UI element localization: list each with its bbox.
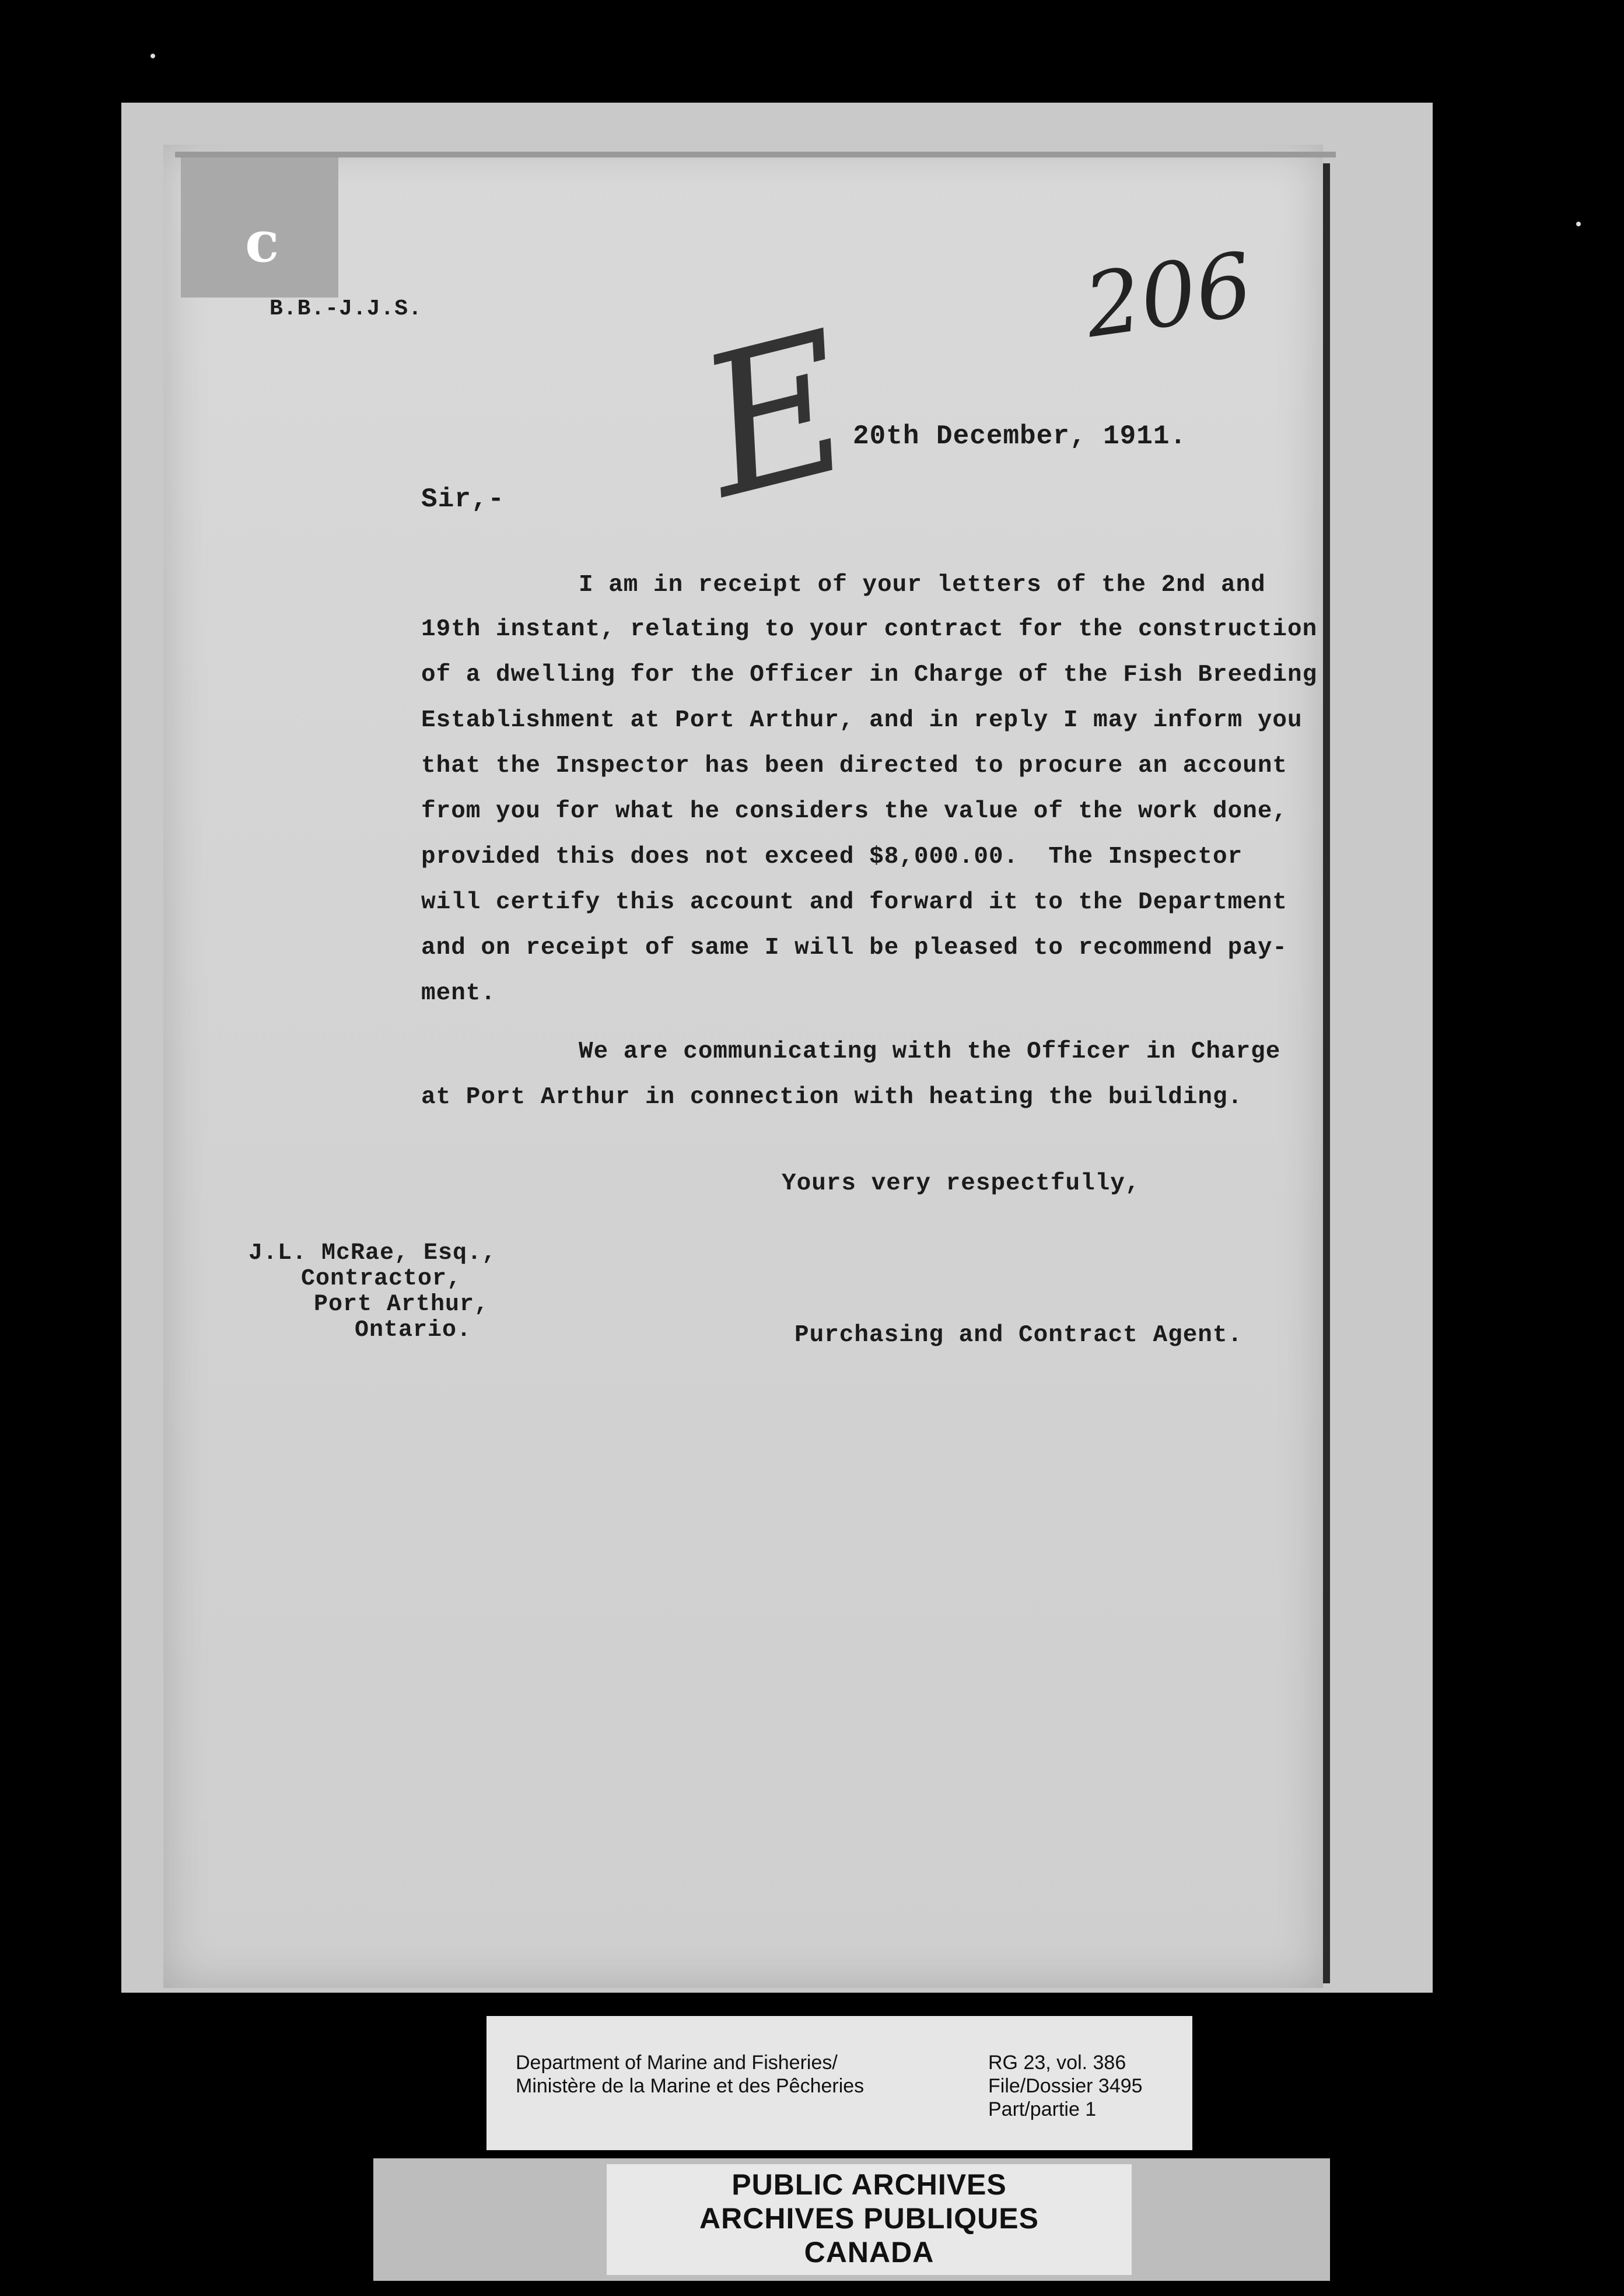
part-number: Part/partie 1: [988, 2098, 1097, 2120]
body-line: ment.: [421, 980, 496, 1007]
body-line: and on receipt of same I will be pleased to recommend pay-: [421, 935, 1288, 961]
body-line: 19th instant, relating to your contract for the construction: [421, 616, 1318, 643]
body-line: at Port Arthur in connection with heating the building.: [421, 1084, 1243, 1111]
record-group: RG 23, vol. 386: [988, 2052, 1126, 2074]
body-line: I am in receipt of your letters of the 2nd and: [579, 572, 1266, 598]
handwritten-initial: E: [681, 289, 872, 541]
addressee-line: Ontario.: [355, 1317, 472, 1343]
signature-title: Purchasing and Contract Agent.: [794, 1322, 1243, 1349]
salutation: Sir,-: [421, 484, 505, 514]
handwritten-page-number: 206: [1079, 233, 1259, 358]
body-line: will certify this account and forward it to the Department: [421, 889, 1288, 916]
body-line: that the Inspector has been directed to procure an account: [421, 752, 1288, 779]
archive-label: [487, 2016, 1192, 2150]
file-tab-mark: c: [245, 209, 279, 275]
letter-date: 20th December, 1911.: [853, 421, 1187, 452]
film-speck: [150, 54, 155, 58]
page-top-edge: [175, 152, 1336, 158]
addressee-line: Port Arthur,: [314, 1292, 489, 1318]
body-line: Establishment at Port Arthur, and in reply I may inform you: [421, 707, 1303, 734]
film-speck: [1576, 222, 1581, 226]
body-line: of a dwelling for the Officer in Charge of the Fish Breeding: [421, 662, 1318, 688]
addressee-line: J.L. McRae, Esq.,: [249, 1240, 497, 1266]
body-line: provided this does not exceed $8,000.00. The Inspector: [421, 844, 1243, 870]
body-line: We are communicating with the Officer in Charge: [579, 1038, 1281, 1065]
body-line: from you for what he considers the value of the work done,: [421, 798, 1288, 825]
department-en: Department of Marine and Fisheries/: [516, 2052, 838, 2074]
stamp-line: ARCHIVES PUBLIQUES: [699, 2202, 1039, 2235]
department-fr: Ministère de la Marine et des Pêcheries: [516, 2075, 864, 2097]
stamp-line: CANADA: [804, 2236, 935, 2269]
addressee-line: Contractor,: [301, 1266, 462, 1292]
reference-initials: B.B.-J.J.S.: [270, 296, 422, 321]
stamp-line: PUBLIC ARCHIVES: [732, 2168, 1007, 2201]
file-number: File/Dossier 3495: [988, 2075, 1143, 2097]
closing: Yours very respectfully,: [782, 1170, 1140, 1197]
